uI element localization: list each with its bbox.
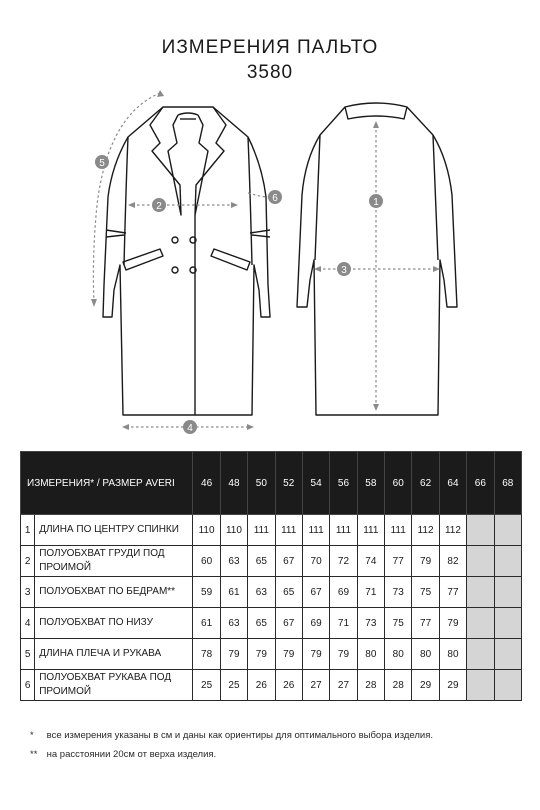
cell: 69 [302, 608, 329, 639]
cell: 26 [248, 670, 275, 701]
cell: 67 [302, 577, 329, 608]
cell: 75 [385, 608, 412, 639]
cell: 63 [220, 608, 247, 639]
row-number: 1 [21, 515, 35, 546]
cell: 79 [439, 608, 466, 639]
cell: 29 [439, 670, 466, 701]
model-number: 3580 [246, 62, 294, 83]
page-title: ИЗМЕРЕНИЯ ПАЛЬТО [161, 37, 379, 58]
coat-back-drawing [297, 103, 457, 415]
cell: 79 [412, 546, 439, 577]
row-number: 2 [21, 546, 35, 577]
cell: 71 [330, 608, 357, 639]
cell: 70 [302, 546, 329, 577]
empty-cell [467, 670, 494, 701]
marker-6-label: 6 [272, 193, 278, 204]
cell: 28 [385, 670, 412, 701]
size-col-64: 64 [439, 452, 466, 515]
table-row [21, 608, 522, 639]
empty-cell [467, 546, 494, 577]
marker-3-label: 3 [341, 265, 347, 276]
cell: 28 [357, 670, 384, 701]
cell: 59 [193, 577, 220, 608]
footnote-mark: ** [30, 749, 38, 760]
cell: 80 [357, 639, 384, 670]
cell: 27 [302, 670, 329, 701]
empty-cell [467, 577, 494, 608]
row-label: ДЛИНА ПО ЦЕНТРУ СПИНКИ [35, 515, 193, 546]
empty-cell [494, 577, 521, 608]
row-label: ДЛИНА ПЛЕЧА И РУКАВА [35, 639, 193, 670]
cell: 111 [248, 515, 275, 546]
coat-front-drawing [103, 107, 270, 415]
cell: 63 [248, 577, 275, 608]
size-col-62: 62 [412, 452, 439, 515]
marker-1-label: 1 [373, 197, 379, 208]
empty-cell [494, 670, 521, 701]
cell: 65 [275, 577, 302, 608]
cell: 77 [412, 608, 439, 639]
cell: 67 [275, 608, 302, 639]
cell: 65 [248, 608, 275, 639]
cell: 60 [193, 546, 220, 577]
cell: 82 [439, 546, 466, 577]
footnote-hips [30, 749, 216, 760]
cell: 79 [248, 639, 275, 670]
cell: 112 [439, 515, 466, 546]
footnote-text: на расстоянии 20см от верха изделия. [46, 749, 217, 760]
cell: 29 [412, 670, 439, 701]
cell: 79 [275, 639, 302, 670]
cell: 67 [275, 546, 302, 577]
coat-technical-drawing [0, 85, 540, 445]
cell: 79 [330, 639, 357, 670]
cell: 80 [439, 639, 466, 670]
cell: 73 [385, 577, 412, 608]
cell: 75 [412, 577, 439, 608]
back-measure-lines [318, 125, 436, 407]
cell: 79 [302, 639, 329, 670]
size-col-68: 68 [494, 452, 521, 515]
table-header-row [21, 452, 522, 515]
cell: 61 [193, 608, 220, 639]
back-measure-arrows [314, 121, 440, 411]
marker-2-label: 2 [156, 201, 162, 212]
cell: 65 [248, 546, 275, 577]
cell: 79 [220, 639, 247, 670]
cell: 74 [357, 546, 384, 577]
row-number: 5 [21, 639, 35, 670]
cell: 77 [385, 546, 412, 577]
footnote-measurements [30, 730, 433, 741]
footnote-text: все измерения указаны в см и даны как ориентиры для оптимального выбора изделия. [46, 730, 434, 741]
cell: 111 [330, 515, 357, 546]
marker-5-label: 5 [99, 158, 105, 169]
front-measure-arrows [91, 90, 254, 430]
size-col-46: 46 [193, 452, 220, 515]
cell: 27 [330, 670, 357, 701]
row-label: ПОЛУОБХВАТ ПО БЕДРАМ** [35, 577, 193, 608]
cell: 112 [412, 515, 439, 546]
cell: 111 [302, 515, 329, 546]
size-col-60: 60 [385, 452, 412, 515]
cell: 78 [193, 639, 220, 670]
size-chart-table [20, 451, 522, 701]
cell: 110 [220, 515, 247, 546]
row-label: ПОЛУОБХВАТ РУКАВА ПОД ПРОИМОЙ [35, 670, 193, 701]
empty-cell [467, 639, 494, 670]
table-row [21, 577, 522, 608]
cell: 111 [357, 515, 384, 546]
empty-cell [494, 546, 521, 577]
cell: 77 [439, 577, 466, 608]
empty-cell [494, 639, 521, 670]
footnote-mark: * [30, 730, 34, 741]
size-col-66: 66 [467, 452, 494, 515]
cell: 80 [412, 639, 439, 670]
table-row [21, 639, 522, 670]
cell: 25 [193, 670, 220, 701]
cell: 111 [385, 515, 412, 546]
row-number: 4 [21, 608, 35, 639]
empty-cell [494, 515, 521, 546]
row-label: ПОЛУОБХВАТ ГРУДИ ПОД ПРОИМОЙ [35, 546, 193, 577]
empty-cell [494, 608, 521, 639]
cell: 73 [357, 608, 384, 639]
size-col-56: 56 [330, 452, 357, 515]
cell: 111 [275, 515, 302, 546]
cell: 72 [330, 546, 357, 577]
row-label: ПОЛУОБХВАТ ПО НИЗУ [35, 608, 193, 639]
table-header-label: ИЗМЕРЕНИЯ* / РАЗМЕР AVERI [21, 452, 193, 515]
marker-4-label: 4 [187, 423, 193, 434]
row-number: 3 [21, 577, 35, 608]
cell: 26 [275, 670, 302, 701]
row-number: 6 [21, 670, 35, 701]
cell: 71 [357, 577, 384, 608]
cell: 63 [220, 546, 247, 577]
cell: 69 [330, 577, 357, 608]
empty-cell [467, 515, 494, 546]
cell: 110 [193, 515, 220, 546]
table-row [21, 515, 522, 546]
empty-cell [467, 608, 494, 639]
size-col-54: 54 [302, 452, 329, 515]
front-measure-lines [93, 93, 268, 427]
table-row [21, 670, 522, 701]
cell: 25 [220, 670, 247, 701]
size-col-50: 50 [248, 452, 275, 515]
cell: 61 [220, 577, 247, 608]
cell: 80 [385, 639, 412, 670]
size-col-58: 58 [357, 452, 384, 515]
size-col-48: 48 [220, 452, 247, 515]
table-row [21, 546, 522, 577]
size-col-52: 52 [275, 452, 302, 515]
